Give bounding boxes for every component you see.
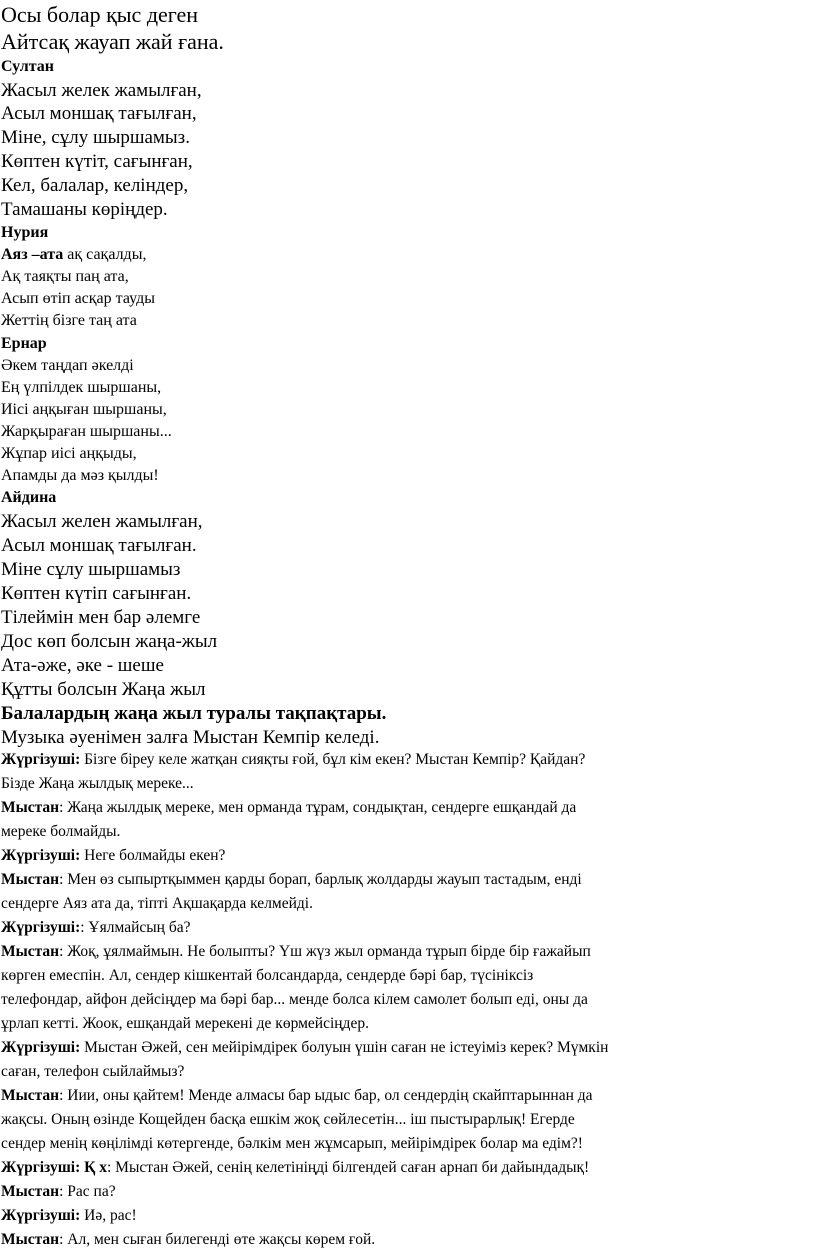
- line-text: : Жаңа жылдық мереке, мен орманда тұрам, сондықтан, сендерге ешқандай да: [59, 799, 577, 816]
- dialogue-line: саған, телефон сыйлаймыз?: [1, 1063, 185, 1080]
- poem-line: Ата-әже, әке - шеше: [1, 655, 164, 676]
- line-text: Иә, рас!: [80, 1207, 137, 1224]
- poem-line: Жұпар иісі аңқыды,: [1, 445, 137, 462]
- poem-intro-line: Осы болар қыс деген: [1, 2, 199, 27]
- dialogue-line: [1, 1208, 137, 1224]
- speaker-name: Жүргізуші:: [1, 847, 81, 864]
- poem-line: Апамды да мәз қылды!: [1, 467, 159, 484]
- speaker-heading: Айдина: [1, 489, 57, 506]
- line-text: : Ұялмайсың ба?: [80, 919, 191, 936]
- poem-line: Жарқыраған шыршаны...: [1, 423, 172, 440]
- speaker-name: Мыстан: [1, 943, 60, 960]
- dialogue-line: [1, 1160, 589, 1176]
- poem-line: Асып өтіп асқар тауды: [1, 290, 156, 307]
- dialogue-line: [1, 752, 585, 768]
- dialogue-line: [1, 800, 576, 816]
- line-text: : Ал, мен сыған билегенді өте жақсы көрем ғой.: [59, 1231, 376, 1248]
- poem-line: Міне сұлу шыршамыз: [1, 559, 181, 580]
- poem-line: Жеттің бізге таң ата: [1, 312, 137, 329]
- dialogue-line: [1, 920, 190, 936]
- section-heading: Балалардың жаңа жыл туралы тақпақтары.: [1, 703, 387, 724]
- dialogue-line: телефондар, айфон дейсіңдер ма бәрі бар... менде болса кілем самолет болып еді, оны да: [1, 991, 588, 1008]
- poem-line: Жасыл желен жамылған,: [1, 511, 203, 532]
- speaker-name: Жүргізуші:: [1, 919, 81, 936]
- dialogue-line: жақсы. Оның өзінде Кощейден басқа ешкім жоқ сөйлесетін... іш пыстырарлық! Егерде: [1, 1111, 575, 1128]
- dialogue-line: [1, 1040, 608, 1056]
- dialogue-line: сендер менің көңілімді көтергенде, бәлкім мен жұмсарып, мейірімдірек болар ма едім?!: [1, 1135, 583, 1152]
- poem-line: Құтты болсын Жаңа жыл: [1, 679, 206, 700]
- speaker-name: Мыстан: [1, 1183, 60, 1200]
- speaker-name: Мыстан: [1, 1087, 60, 1104]
- poem-line: Тілеймін мен бар әлемге: [1, 607, 201, 628]
- dialogue-line: мереке болмайды.: [1, 823, 121, 840]
- poem-line: Тамашаны көріңдер.: [1, 199, 168, 220]
- dialogue-line: сендерге Аяз ата да, тіпті Ақшақарда келмейді.: [1, 895, 313, 912]
- poem-line: Жасыл желек жамылған,: [1, 80, 202, 101]
- line-text: Неге болмайды екен?: [80, 847, 226, 864]
- speaker-heading: Нурия: [1, 224, 49, 241]
- line-text: ақ сақалды,: [63, 246, 147, 263]
- dialogue-line: Бізде Жаңа жылдық мереке...: [1, 775, 194, 792]
- poem-line: Кел, балалар, келіндер,: [1, 175, 189, 196]
- line-text: Мыстан Әжей, сен мейірімдірек болуын үшін саған не істеуіміз керек? Мүмкін: [80, 1039, 609, 1056]
- speaker-name: Мыстан: [1, 871, 60, 888]
- line-text: : Жоқ, ұялмаймын. Не болыпты? Үш жүз жыл орманда тұрып бірде бір ғажайып: [59, 943, 591, 960]
- poem-line: Дос көп болсын жаңа-жыл: [1, 631, 218, 652]
- poem-line: Ақ таяқты паң ата,: [1, 268, 129, 285]
- speaker-name: Жүргізуші: Қ х: [1, 1159, 107, 1176]
- line-text: : Мен өз сыпыртқыммен қарды борап, барлық жолдарды жауып тастадым, енді: [59, 871, 582, 888]
- poem-line: [1, 247, 146, 263]
- speaker-heading: Султан: [1, 58, 55, 75]
- poem-line: Ең үлпілдек шыршаны,: [1, 379, 162, 396]
- poem-line: Көптен күтіт, сағынған,: [1, 151, 193, 172]
- dialogue-line: ұрлап кетті. Жоок, ешқандай мерекені де көрмейсіңдер.: [1, 1015, 369, 1032]
- line-text: Бізге біреу келе жатқан сияқты ғой, бұл кім екен? Мыстан Кемпір? Қайдан?: [80, 751, 586, 768]
- speaker-name: Мыстан: [1, 1231, 60, 1248]
- poem-line: Асыл моншақ тағылған,: [1, 103, 197, 124]
- line-text: : Иии, оны қайтем! Менде алмасы бар ыдыс бар, ол сендердің скайптарыннан да: [59, 1087, 593, 1104]
- poem-line: Әкем таңдап әкелді: [1, 357, 134, 374]
- dialogue-line: көрген емеспін. Ал, сендер кішкентай болсандарда, сендерде бәрі бар, түсініксіз: [1, 967, 534, 984]
- poem-intro-line: Айтсақ жауап жай ғана.: [1, 29, 224, 54]
- speaker-name: Мыстан: [1, 799, 60, 816]
- speaker-name: Жүргізуші:: [1, 751, 81, 768]
- dialogue-line: [1, 1232, 375, 1248]
- dialogue-line: [1, 848, 225, 864]
- line-text: : Рас па?: [59, 1183, 116, 1200]
- poem-line: Асыл моншақ тағылған.: [1, 535, 197, 556]
- speaker-name: Аяз –ата: [1, 246, 64, 263]
- speaker-name: Жүргізуші:: [1, 1039, 81, 1056]
- speaker-name: Жүргізуші:: [1, 1207, 81, 1224]
- dialogue-line: [1, 944, 591, 960]
- line-text: : Мыстан Әжей, сенің келетініңді білгендей саған арнап би дайындадық!: [107, 1159, 590, 1176]
- speaker-heading: Ернар: [1, 335, 47, 352]
- poem-line: Міне, сұлу шыршамыз.: [1, 127, 190, 148]
- dialogue-line: [1, 872, 582, 888]
- dialogue-line: [1, 1184, 116, 1200]
- poem-line: Көптен күтіп сағынған.: [1, 583, 192, 604]
- stage-direction: Музыка әуенімен залға Мыстан Кемпір келеді.: [1, 727, 380, 748]
- poem-line: Иісі аңқыған шыршаны,: [1, 401, 167, 418]
- dialogue-line: [1, 1088, 593, 1104]
